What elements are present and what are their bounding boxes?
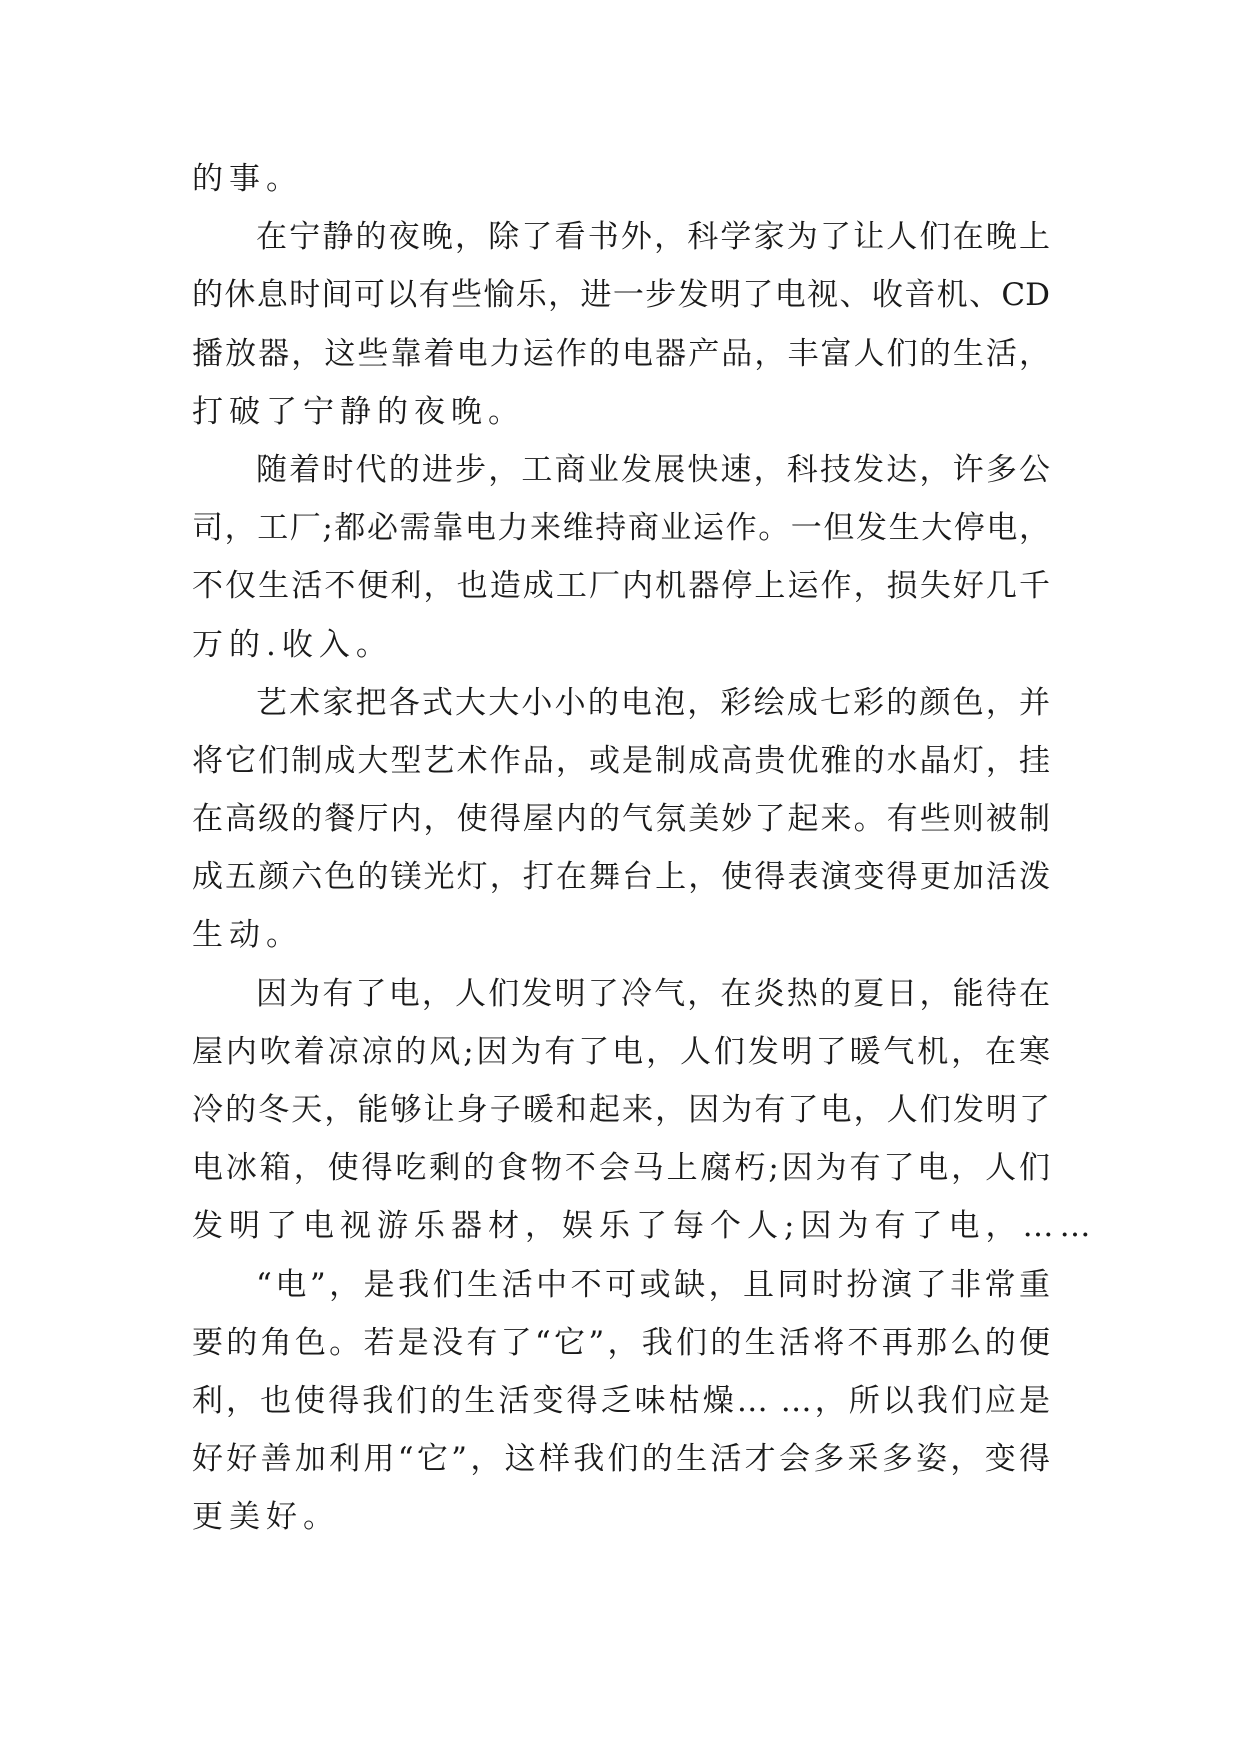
document-page xyxy=(192,150,1097,1547)
text-line: 司，工厂;都必需靠电力来维持商业运作。一但发生大停电， xyxy=(192,510,1050,547)
text-line: 冷的冬天，能够让身子暖和起来，因为有了电，人们发明了 xyxy=(192,1092,1050,1128)
text-line: 打破了宁静的夜晚。 xyxy=(192,393,525,430)
text-line: 电冰箱，使得吃剩的食物不会马上腐朽;因为有了电，人们 xyxy=(192,1150,1050,1187)
text-line: 成五颜六色的镁光灯，打在舞台上，使得表演变得更加活泼 xyxy=(192,859,1050,896)
text-line: 屋内吹着凉凉的风;因为有了电，人们发明了暖气机，在寒 xyxy=(192,1033,1050,1070)
text-line: 不仅生活不便利，也造成工厂内机器停上运作，损失好几千 xyxy=(192,568,1050,605)
text-line: 将它们制成大型艺术作品，或是制成高贵优雅的水晶灯，挂 xyxy=(192,742,1050,779)
text-line: 因为有了电，人们发明了冷气，在炎热的夏日，能待在 xyxy=(256,975,1050,1012)
text-line: 的事。 xyxy=(192,161,303,197)
text-line: 在高级的餐厅内，使得屋内的气氛美妙了起来。有些则被制 xyxy=(192,801,1050,838)
text-line: 好好善加利用“它”，这样我们的生活才会多采多姿，变得 xyxy=(192,1441,1050,1478)
text-line: 在宁静的夜晚，除了看书外，科学家为了让人们在晚上 xyxy=(256,219,1050,256)
text-line: 的休息时间可以有些愉乐，进一步发明了电视、收音机、CD xyxy=(192,277,1050,314)
text-line: 利，也使得我们的生活变得乏味枯燥… …，所以我们应是 xyxy=(192,1382,1050,1419)
text-line: 生动。 xyxy=(192,917,303,954)
text-line: 发明了电视游乐器材，娱乐了每个人;因为有了电，…… xyxy=(192,1208,1097,1245)
text-line: 要的角色。若是没有了“它”，我们的生活将不再那么的便 xyxy=(192,1324,1050,1361)
text-line: 随着时代的进步，工商业发展快速，科技发达，许多公 xyxy=(256,451,1050,488)
text-line: 更美好。 xyxy=(192,1499,340,1536)
text-line: 万的.收入。 xyxy=(192,626,393,663)
text-line: “电”，是我们生活中不可或缺，且同时扮演了非常重 xyxy=(256,1266,1050,1303)
text-line: 播放器，这些靠着电力运作的电器产品，丰富人们的生活， xyxy=(192,335,1050,372)
text-line: 艺术家把各式大大小小的电泡，彩绘成七彩的颜色，并 xyxy=(256,684,1050,721)
